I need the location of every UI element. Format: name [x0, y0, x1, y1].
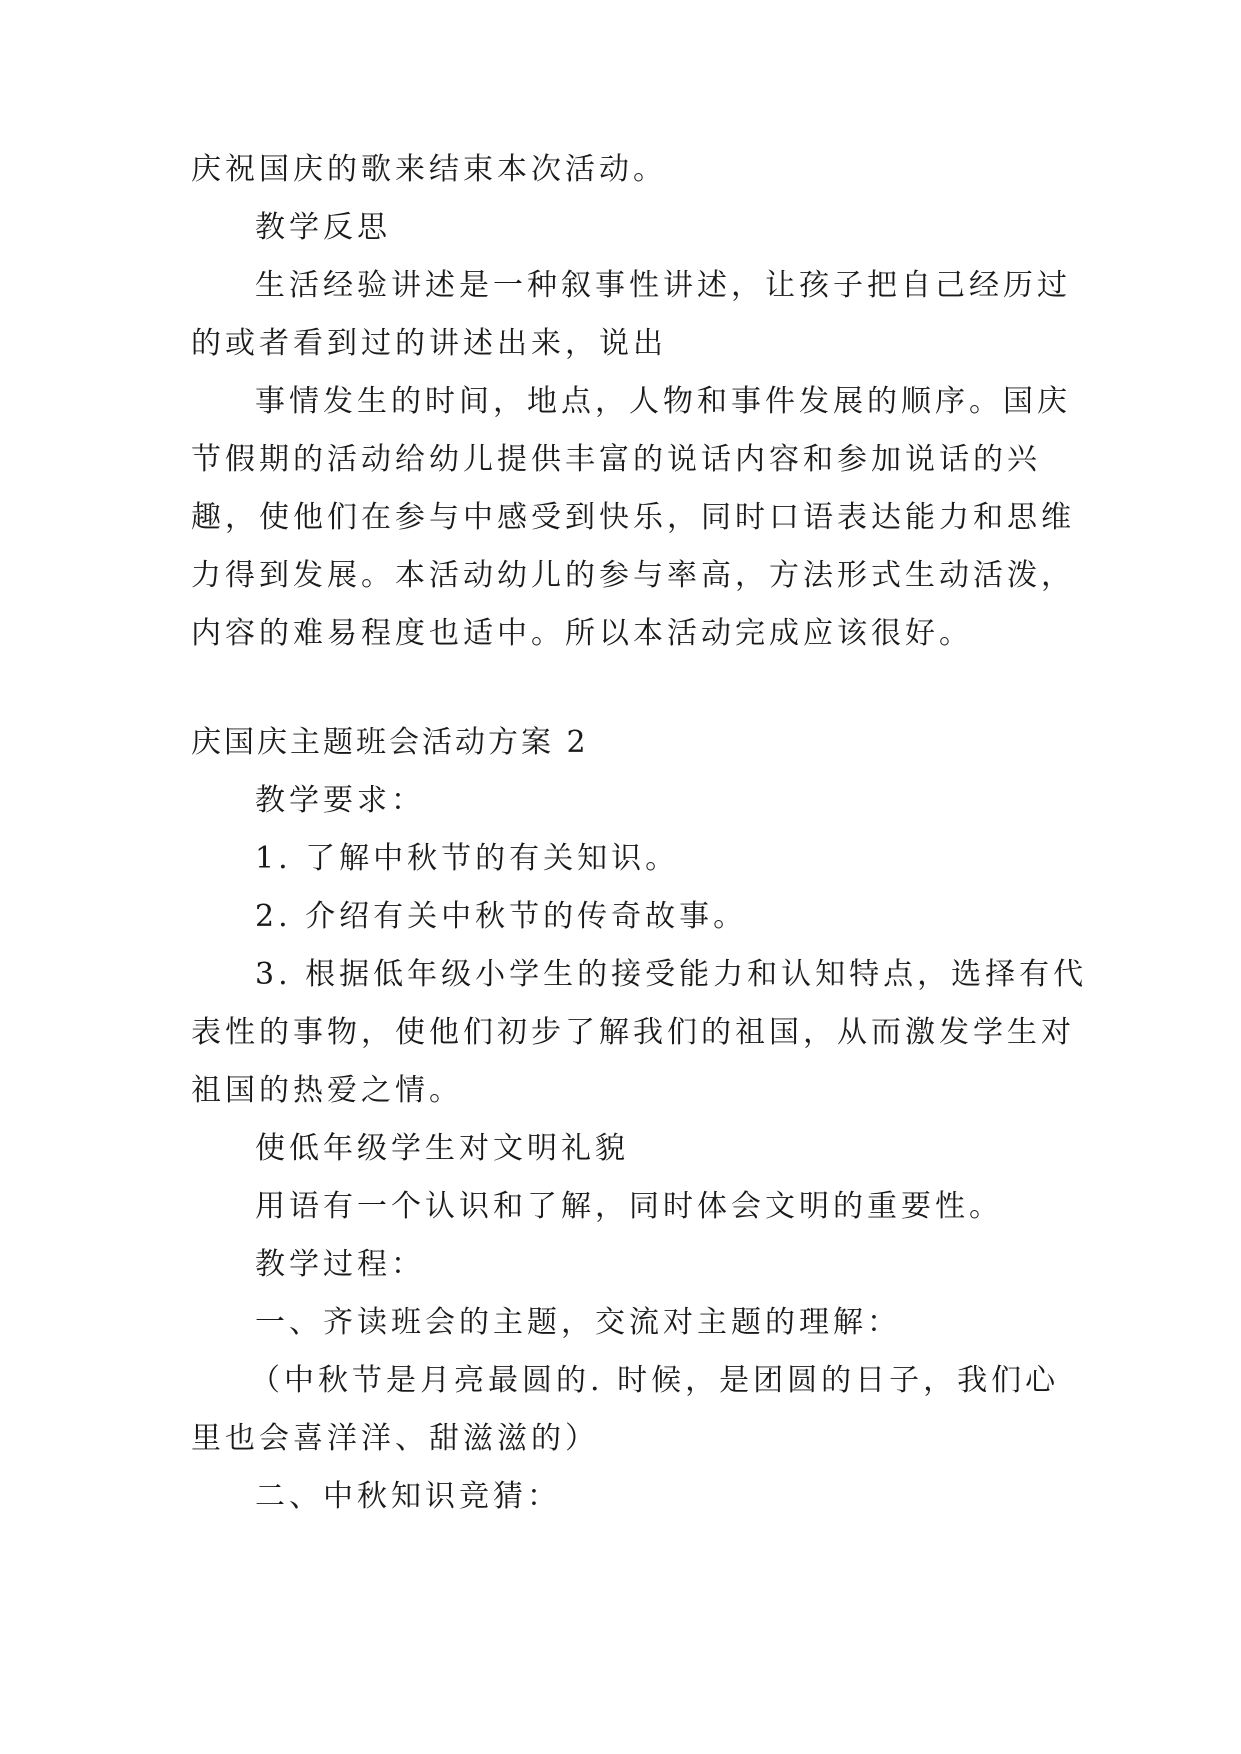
- section-heading: 教学要求：: [255, 783, 425, 818]
- list-item: 1. 了解中秋节的有关知识。: [255, 841, 680, 876]
- list-item: 2. 介绍有关中秋节的传奇故事。: [255, 899, 748, 934]
- document-title: 庆国庆主题班会活动方案 2: [191, 725, 589, 760]
- section-heading: 教学反思: [255, 210, 391, 245]
- paragraph-line: （中秋节是月亮最圆的. 时候，是团圆的日子，我们心: [250, 1363, 1060, 1398]
- paragraph-line: 使低年级学生对文明礼貌: [255, 1131, 629, 1166]
- paragraph-line: 内容的难易程度也适中。所以本活动完成应该很好。: [191, 616, 973, 651]
- paragraph-line: 用语有一个认识和了解，同时体会文明的重要性。: [255, 1189, 1003, 1224]
- paragraph-line: 的或者看到过的讲述出来，说出: [191, 326, 667, 361]
- paragraph-line: 生活经验讲述是一种叙事性讲述，让孩子把自己经历过: [255, 268, 1071, 303]
- paragraph-line: 祖国的热爱之情。: [191, 1073, 463, 1108]
- paragraph-line: 事情发生的时间，地点，人物和事件发展的顺序。国庆: [255, 384, 1071, 419]
- paragraph-line: 力得到发展。本活动幼儿的参与率高，方法形式生动活泼，: [191, 558, 1075, 593]
- paragraph-line: 里也会喜洋洋、甜滋滋的）: [191, 1421, 599, 1456]
- paragraph-line: 节假期的活动给幼儿提供丰富的说话内容和参加说话的兴: [191, 442, 1041, 477]
- paragraph-line: 一、齐读班会的主题，交流对主题的理解：: [255, 1305, 901, 1340]
- list-item: 3. 根据低年级小学生的接受能力和认知特点，选择有代: [255, 957, 1088, 992]
- paragraph-line: 二、中秋知识竞猜：: [255, 1479, 561, 1514]
- section-heading: 教学过程：: [255, 1247, 425, 1282]
- paragraph-line: 庆祝国庆的歌来结束本次活动。: [191, 152, 667, 187]
- paragraph-line: 趣，使他们在参与中感受到快乐，同时口语表达能力和思维: [191, 500, 1075, 535]
- paragraph-line: 表性的事物，使他们初步了解我们的祖国，从而激发学生对: [191, 1015, 1075, 1050]
